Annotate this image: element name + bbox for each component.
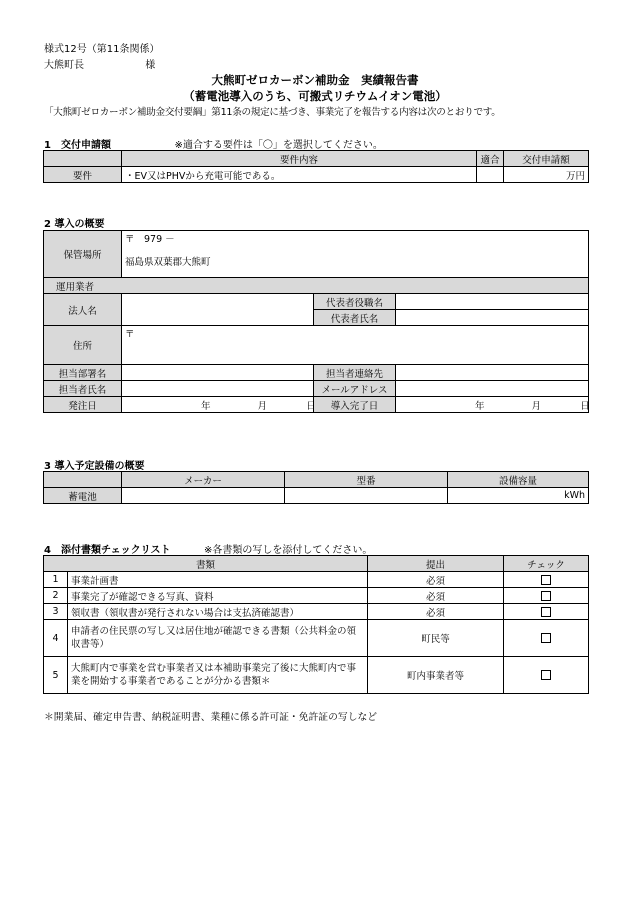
row-doc: 申請者の住民票の写し又は居住地が確認できる書類（公共料金の領収書等） [68,620,368,657]
storage-postal: 〒 979 － [125,234,175,245]
col-capacity: 設備容量 [448,472,589,488]
rep-title-field[interactable] [396,294,589,310]
email-field[interactable] [396,381,589,397]
section3-table [43,471,589,504]
section1-title: 1 交付申請額 [44,140,111,151]
complete-date-field[interactable] [396,397,589,413]
col-check: チェック [504,556,589,572]
rep-name-field[interactable] [396,310,589,326]
section4-heading [44,541,372,556]
storage-label: 保管場所 [44,231,122,278]
row-doc: 領収書（領収書が発行されない場合は支払済確認書） [68,604,368,620]
section2-heading: 2 導入の概要 [44,219,105,230]
fit-cell[interactable] [477,167,504,183]
col-submit: 提出 [368,556,504,572]
storage-address[interactable] [122,231,589,278]
section1-table [43,150,589,183]
operator-label: 運用業者 [44,278,589,294]
addressee [44,56,155,71]
addr-field[interactable]: 〒 [122,326,589,365]
row-submit: 必須 [368,588,504,604]
row-check[interactable] [504,588,589,604]
capacity-field[interactable]: kWh [448,488,589,504]
document-title: 大熊町ゼロカーボン補助金 実績報告書 [211,73,419,87]
row-submit: 町内事業者等 [368,657,504,694]
row-number: 3 [44,604,68,620]
section1-heading [44,136,383,151]
col-doc: 書類 [44,556,368,572]
addressee-name: 大熊町長 [44,60,84,71]
person-field[interactable] [122,381,314,397]
honorific: 様 [145,60,156,71]
battery-label: 蓄電池 [44,488,122,504]
amount-cell[interactable]: 万円 [504,167,589,183]
row-doc: 事業完了が確認できる写真、資料 [68,588,368,604]
corp-label: 法人名 [44,294,122,326]
order-year: 年 [201,400,211,412]
checklist-row [44,588,589,604]
rep-title-label: 代表者役職名 [314,294,396,310]
email-label: メールアドレス [314,381,396,397]
form-number: 様式12号（第11条関係） [44,44,160,55]
row-label: 要件 [44,167,122,183]
complete-month: 月 [531,400,542,412]
row-check[interactable] [504,620,589,657]
model-field[interactable] [285,488,448,504]
row-number: 5 [44,657,68,694]
col-amount: 交付申請額 [504,151,589,167]
order-label: 発注日 [44,397,122,413]
addr-label: 住所 [44,326,122,365]
intro-text: 「大熊町ゼロカーボン補助金交付要綱」第11条の規定に基づき、事業完了を報告する内容は次のとおりです。 [44,107,501,118]
col-requirement: 要件内容 [122,151,477,167]
row-submit: 必須 [368,604,504,620]
row-check[interactable] [504,572,589,588]
checkbox-icon[interactable] [541,607,551,617]
requirement-text: ・EV又はPHVから充電可能である。 [122,167,477,183]
checklist-row [44,620,589,657]
order-date-field[interactable] [122,397,314,413]
checklist-row [44,657,589,694]
contact-label: 担当者連絡先 [314,365,396,381]
section4-note: ※各書類の写しを添付してください。 [203,545,373,556]
order-day: 日 [306,400,316,412]
section1-note: ※適合する要件は「〇」を選択してください。 [174,140,383,151]
storage-address-text: 福島県双葉郡大熊町 [125,257,211,268]
order-month: 月 [257,400,268,412]
complete-day: 日 [580,400,590,412]
checkbox-icon[interactable] [541,633,551,643]
section3-heading: 3 導入予定設備の概要 [44,461,145,472]
dept-field[interactable] [122,365,314,381]
row-check[interactable] [504,657,589,694]
section4-title: 4 添付書類チェックリスト [44,545,171,556]
checkbox-icon[interactable] [541,591,551,601]
col-fit: 適合 [477,151,504,167]
corp-name-field[interactable] [122,294,314,326]
row-number: 4 [44,620,68,657]
footnote: ＊開業届、確定申告書、納税証明書、業種に係る許可証・免許証の写しなど [44,712,378,723]
row-submit: 町民等 [368,620,504,657]
col-model: 型番 [285,472,448,488]
row-check[interactable] [504,604,589,620]
rep-name-label: 代表者氏名 [314,310,396,326]
section2-table [43,230,589,413]
row-doc: 大熊町内で事業を営む事業者又は本補助事業完了後に大熊町内で事業を開始する事業者であることが分かる書類＊ [68,657,368,694]
document-subtitle: （蓄電池導入のうち、可搬式リチウムイオン電池） [183,89,447,103]
checklist-row [44,572,589,588]
row-submit: 必須 [368,572,504,588]
contact-field[interactable] [396,365,589,381]
row-number: 2 [44,588,68,604]
person-label: 担当者氏名 [44,381,122,397]
dept-label: 担当部署名 [44,365,122,381]
row-number: 1 [44,572,68,588]
checkbox-icon[interactable] [541,670,551,680]
checklist-table [43,555,589,694]
complete-year: 年 [475,400,485,412]
checklist-row [44,604,589,620]
col-maker: メーカー [122,472,285,488]
row-doc: 事業計画書 [68,572,368,588]
checkbox-icon[interactable] [541,575,551,585]
maker-field[interactable] [122,488,285,504]
complete-label: 導入完了日 [314,397,396,413]
